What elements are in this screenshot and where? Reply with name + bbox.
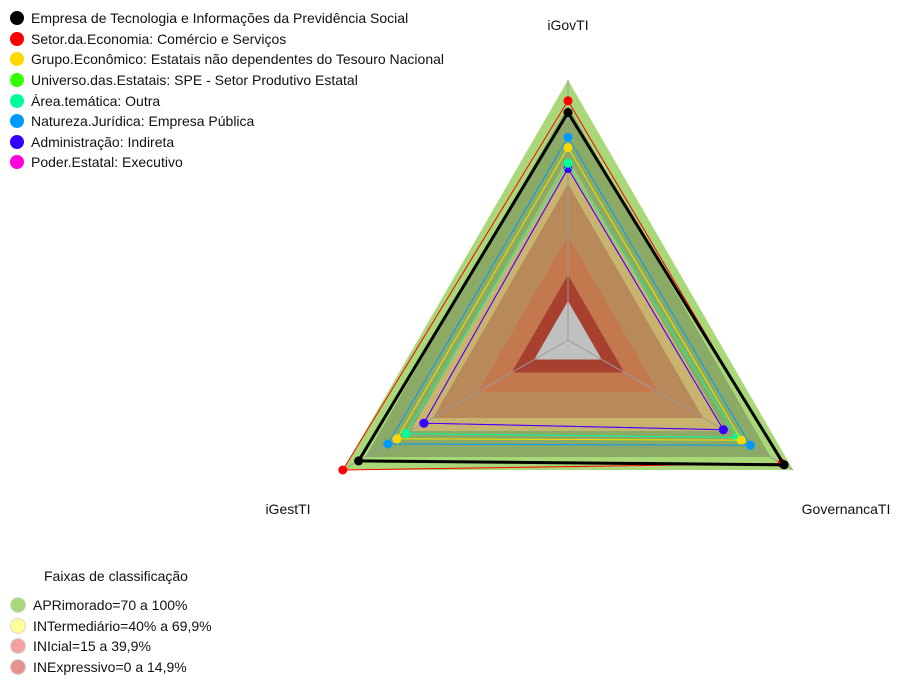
legend-item: [10, 8, 444, 29]
legend-item: [10, 49, 444, 70]
legend-label: Natureza.Jurídica: Empresa Pública: [31, 113, 254, 129]
axis-label-igovti: iGovTI: [547, 17, 588, 33]
band-label: INTermediário=40% a 69,9%: [33, 618, 212, 634]
legend-marker: [10, 52, 24, 66]
legend-marker: [10, 155, 24, 169]
band-label: INExpressivo=0 a 14,9%: [33, 659, 187, 675]
legend-label: Administração: Indireta: [31, 134, 174, 150]
legend-marker: [10, 11, 24, 25]
data-point: [383, 440, 392, 449]
legend-item: [10, 70, 444, 91]
legend-marker: [10, 32, 24, 46]
bands-legend: [10, 565, 212, 677]
data-point: [746, 441, 755, 450]
band-legend-item: [10, 616, 212, 637]
legend-item: [10, 132, 444, 153]
data-point: [564, 108, 573, 117]
data-point: [354, 456, 363, 465]
legend-item: [10, 29, 444, 50]
data-point: [392, 434, 401, 443]
data-point: [564, 143, 573, 152]
data-point: [401, 429, 410, 438]
legend-label: Setor.da.Economia: Comércio e Serviços: [31, 31, 286, 47]
legend-label: Área.temática: Outra: [31, 93, 160, 109]
data-point: [338, 466, 347, 475]
band-label: INIcial=15 a 39,9%: [33, 638, 151, 654]
band-marker: [10, 618, 26, 634]
data-point: [419, 419, 428, 428]
axis-label-igestti: iGestTI: [265, 501, 310, 517]
legend-marker: [10, 135, 24, 149]
axis-label-governancati: GovernancaTI: [802, 501, 891, 517]
legend-item: [10, 111, 444, 132]
legend-item: [10, 152, 444, 173]
data-point: [564, 133, 573, 142]
legend-marker: [10, 114, 24, 128]
legend-label: Grupo.Econômico: Estatais não dependentes do Tesouro Nacional: [31, 51, 444, 67]
band-legend-item: [10, 595, 212, 616]
data-point: [564, 96, 573, 105]
data-point: [564, 159, 573, 168]
legend-item: [10, 90, 444, 111]
legend-marker: [10, 94, 24, 108]
band-label: APRimorado=70 a 100%: [33, 597, 188, 613]
band-legend-item: [10, 657, 212, 677]
band-legend-item: [10, 636, 212, 657]
series-legend: [10, 8, 444, 173]
data-point: [719, 425, 728, 434]
band-marker: [10, 659, 26, 675]
data-point: [780, 460, 789, 469]
legend-label: Poder.Estatal: Executivo: [31, 154, 183, 170]
data-point: [737, 436, 746, 445]
bands-legend-title: Faixas de classificação: [44, 565, 212, 595]
legend-marker: [10, 73, 24, 87]
legend-label: Empresa de Tecnologia e Informações da Previdência Social: [31, 10, 408, 26]
band-marker: [10, 597, 26, 613]
band-marker: [10, 638, 26, 654]
legend-label: Universo.das.Estatais: SPE - Setor Produtivo Estatal: [31, 72, 358, 88]
